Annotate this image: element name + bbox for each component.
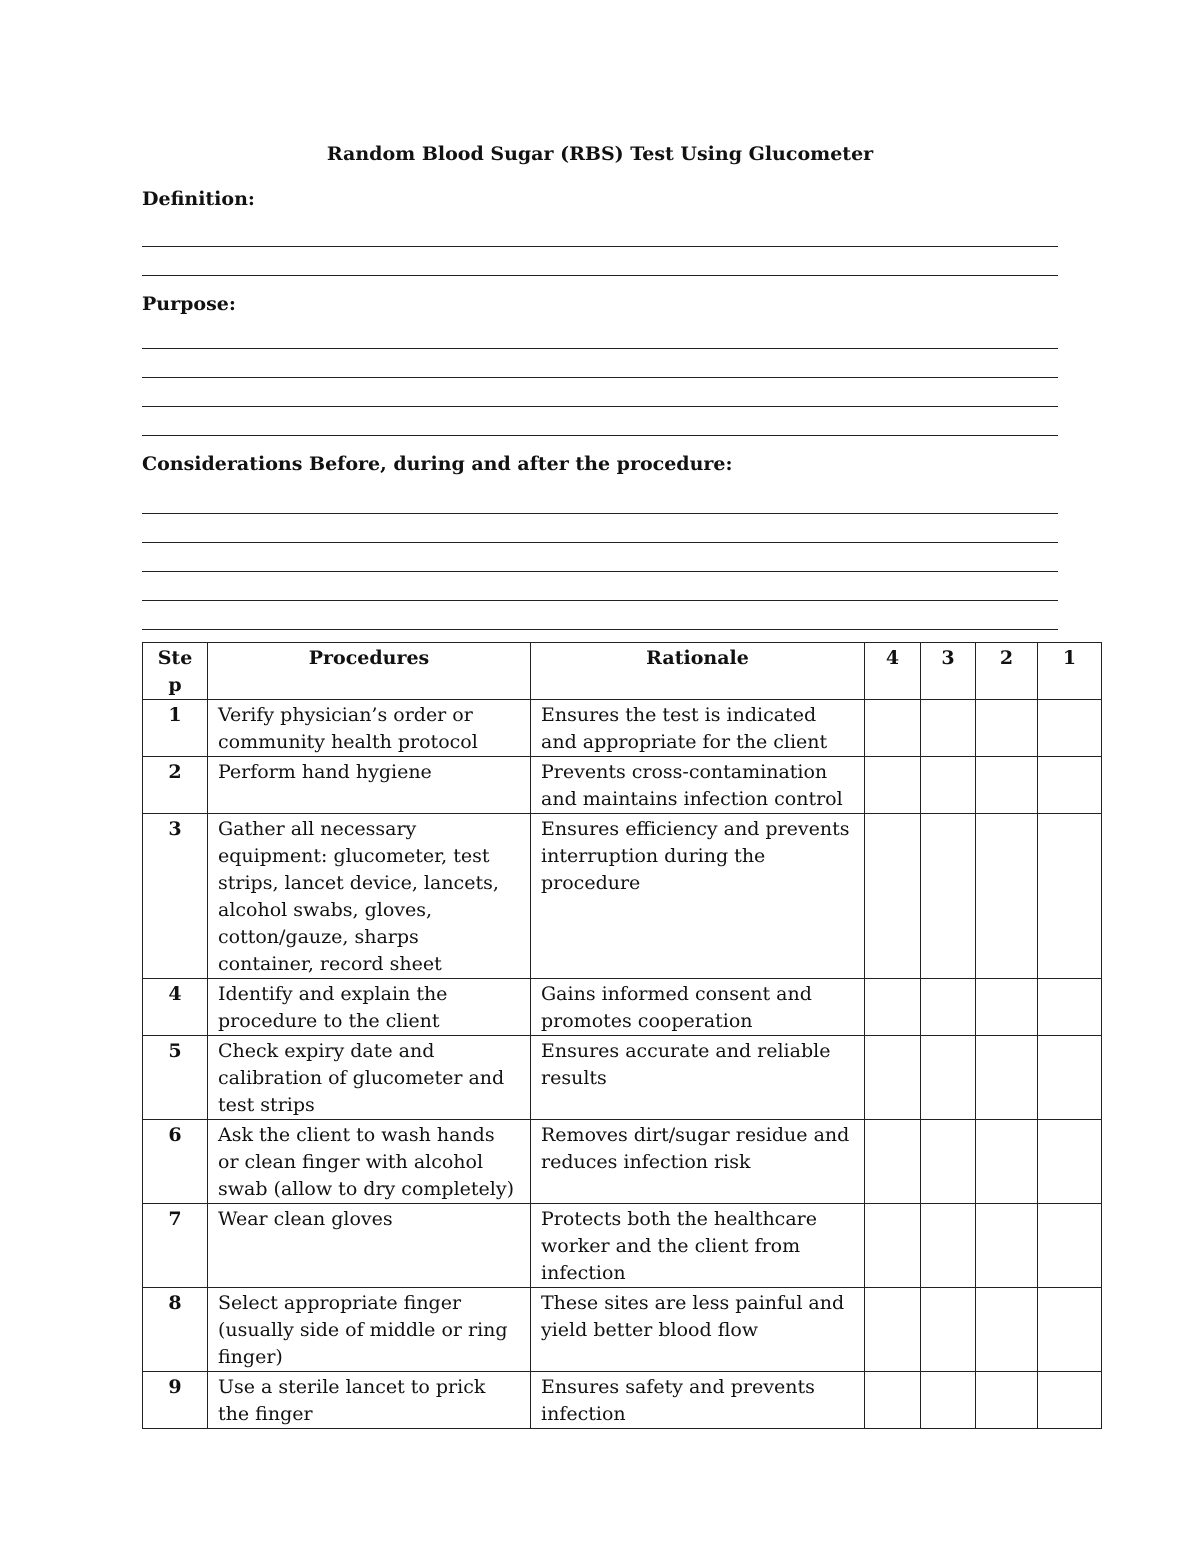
purpose-line-4[interactable]	[142, 407, 1058, 436]
considerations-line-2[interactable]	[142, 514, 1058, 543]
score-1-cell[interactable]	[1038, 1372, 1102, 1429]
table-row	[143, 1372, 1102, 1429]
step-number: 1	[143, 700, 208, 757]
purpose-line-3[interactable]	[142, 378, 1058, 407]
procedure-checklist-table	[142, 642, 1102, 1429]
score-2-cell[interactable]	[976, 979, 1038, 1036]
score-3-cell[interactable]	[921, 757, 976, 814]
step-number: 6	[143, 1120, 208, 1204]
document-title: Random Blood Sugar (RBS) Test Using Glucometer	[326, 143, 874, 165]
score-1-cell[interactable]	[1038, 1204, 1102, 1288]
score-4-cell[interactable]	[865, 1288, 921, 1372]
procedure-cell: Wear clean gloves	[208, 1204, 531, 1288]
score-1-cell[interactable]	[1038, 1120, 1102, 1204]
score-3-cell[interactable]	[921, 1204, 976, 1288]
step-number: 9	[143, 1372, 208, 1429]
score-3-cell[interactable]	[921, 1288, 976, 1372]
table-row	[143, 1288, 1102, 1372]
definition-line-1[interactable]	[142, 218, 1058, 247]
score-4-cell[interactable]	[865, 814, 921, 979]
rationale-cell: Ensures accurate and reliable results	[531, 1036, 865, 1120]
score-2-cell[interactable]	[976, 1288, 1038, 1372]
table-header-row	[143, 643, 1102, 700]
score-2-cell[interactable]	[976, 814, 1038, 979]
definition-line-2[interactable]	[142, 247, 1058, 276]
score-1-cell[interactable]	[1038, 700, 1102, 757]
score-4-cell[interactable]	[865, 979, 921, 1036]
rationale-column-header: Rationale	[531, 643, 865, 700]
rationale-cell: Ensures the test is indicated and appropriate for the client	[531, 700, 865, 757]
score-1-cell[interactable]	[1038, 979, 1102, 1036]
considerations-line-4[interactable]	[142, 572, 1058, 601]
rationale-cell: Protects both the healthcare worker and the client from infection	[531, 1204, 865, 1288]
procedure-cell: Perform hand hygiene	[208, 757, 531, 814]
definition-heading: Definition:	[142, 188, 255, 210]
score-4-cell[interactable]	[865, 1036, 921, 1120]
table-row	[143, 1120, 1102, 1204]
procedure-cell: Use a sterile lancet to prick the finger	[208, 1372, 531, 1429]
rationale-cell: These sites are less painful and yield better blood flow	[531, 1288, 865, 1372]
table-row	[143, 979, 1102, 1036]
rationale-cell: Gains informed consent and promotes cooperation	[531, 979, 865, 1036]
table-row	[143, 1204, 1102, 1288]
purpose-line-2[interactable]	[142, 349, 1058, 378]
score-1-cell[interactable]	[1038, 1288, 1102, 1372]
score-3-cell[interactable]	[921, 1120, 976, 1204]
purpose-blank-lines[interactable]	[142, 320, 1058, 436]
considerations-line-1[interactable]	[142, 485, 1058, 514]
score-3-column-header: 3	[921, 643, 976, 700]
step-number: 3	[143, 814, 208, 979]
score-4-cell[interactable]	[865, 1372, 921, 1429]
table-row	[143, 757, 1102, 814]
step-number: 8	[143, 1288, 208, 1372]
score-2-column-header: 2	[976, 643, 1038, 700]
step-number: 2	[143, 757, 208, 814]
table-row	[143, 1036, 1102, 1120]
score-1-cell[interactable]	[1038, 814, 1102, 979]
score-3-cell[interactable]	[921, 1036, 976, 1120]
score-3-cell[interactable]	[921, 1372, 976, 1429]
purpose-heading: Purpose:	[142, 293, 236, 315]
procedure-cell: Check expiry date and calibration of glucometer and test strips	[208, 1036, 531, 1120]
procedure-cell: Identify and explain the procedure to the client	[208, 979, 531, 1036]
considerations-line-5[interactable]	[142, 601, 1058, 630]
definition-blank-lines[interactable]	[142, 218, 1058, 276]
procedure-cell: Verify physician’s order or community health protocol	[208, 700, 531, 757]
step-number: 4	[143, 979, 208, 1036]
step-column-header: Ste p	[143, 643, 208, 700]
score-4-cell[interactable]	[865, 757, 921, 814]
rationale-cell: Removes dirt/sugar residue and reduces infection risk	[531, 1120, 865, 1204]
step-number: 5	[143, 1036, 208, 1120]
score-3-cell[interactable]	[921, 700, 976, 757]
score-3-cell[interactable]	[921, 814, 976, 979]
score-2-cell[interactable]	[976, 757, 1038, 814]
score-1-cell[interactable]	[1038, 1036, 1102, 1120]
score-2-cell[interactable]	[976, 1120, 1038, 1204]
score-2-cell[interactable]	[976, 1372, 1038, 1429]
considerations-blank-lines[interactable]	[142, 485, 1058, 630]
step-number: 7	[143, 1204, 208, 1288]
score-2-cell[interactable]	[976, 1204, 1038, 1288]
procedure-cell: Gather all necessary equipment: glucometer, test strips, lancet device, lancets, alcohol swabs, gloves, cotton/gauze, sharps container, record sheet	[208, 814, 531, 979]
score-3-cell[interactable]	[921, 979, 976, 1036]
score-4-cell[interactable]	[865, 700, 921, 757]
score-4-column-header: 4	[865, 643, 921, 700]
rationale-cell: Prevents cross-contamination and maintains infection control	[531, 757, 865, 814]
score-4-cell[interactable]	[865, 1204, 921, 1288]
procedures-column-header: Procedures	[208, 643, 531, 700]
table-row	[143, 700, 1102, 757]
purpose-line-1[interactable]	[142, 320, 1058, 349]
considerations-line-3[interactable]	[142, 543, 1058, 572]
score-2-cell[interactable]	[976, 1036, 1038, 1120]
rationale-cell: Ensures efficiency and prevents interruption during the procedure	[531, 814, 865, 979]
considerations-heading: Considerations Before, during and after the procedure:	[142, 453, 733, 475]
procedure-cell: Ask the client to wash hands or clean finger with alcohol swab (allow to dry completely)	[208, 1120, 531, 1204]
score-1-cell[interactable]	[1038, 757, 1102, 814]
rationale-cell: Ensures safety and prevents infection	[531, 1372, 865, 1429]
score-2-cell[interactable]	[976, 700, 1038, 757]
table-row	[143, 814, 1102, 979]
score-4-cell[interactable]	[865, 1120, 921, 1204]
score-1-column-header: 1	[1038, 643, 1102, 700]
procedure-cell: Select appropriate finger (usually side of middle or ring finger)	[208, 1288, 531, 1372]
